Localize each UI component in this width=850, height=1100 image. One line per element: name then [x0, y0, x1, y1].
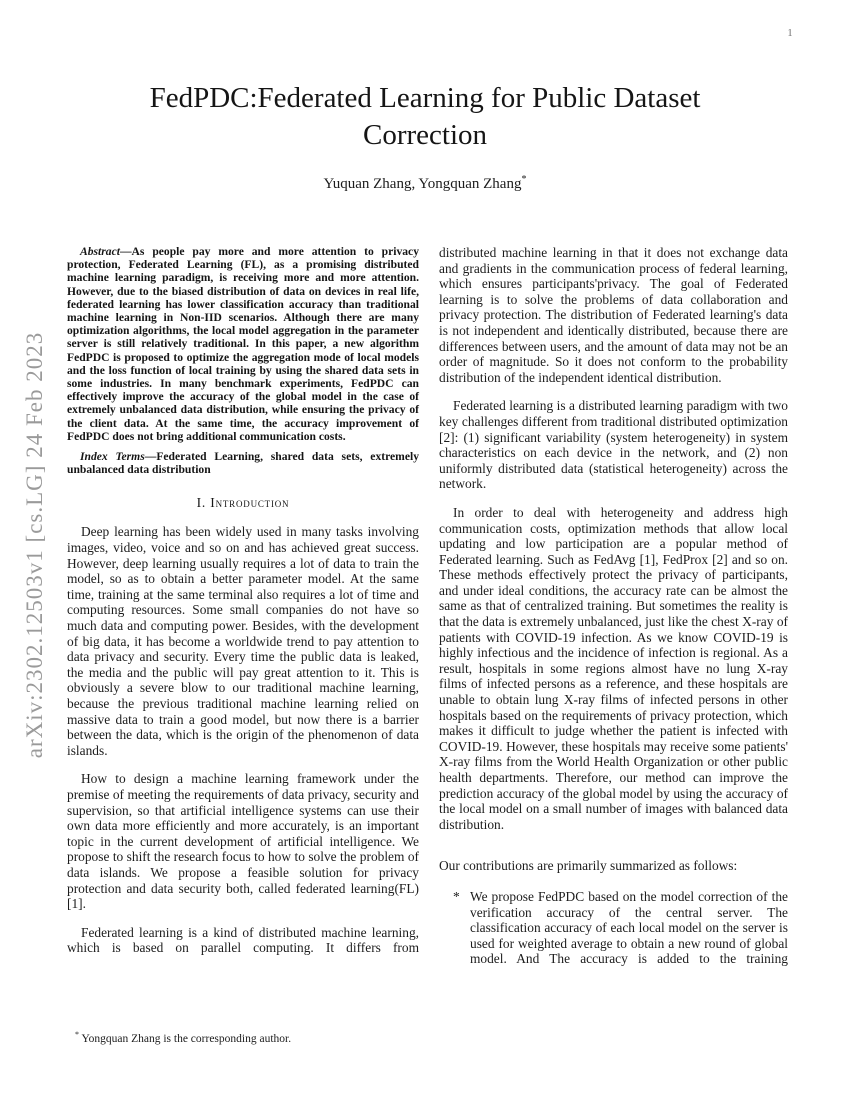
contribution-text: We propose FedPDC based on the model correction of the verification accuracy of the central server. The classification accuracy of each local model on the server is used for weighted average to obtain a new round of global model. And The accuracy is added to the training — [470, 888, 788, 967]
index-terms — [67, 450, 419, 476]
contribution-item — [439, 889, 788, 967]
page-number: 1 — [787, 28, 793, 39]
body-paragraph: How to design a machine learning framework under the premise of meeting the requirements of data privacy, security and supervision, so that artificial intelligence systems can use their own data more efficiently and more accurately, is an important topic in the current development of artificial intelligence. We propose to shift the research focus to how to solve the problem of data islands. We propose a feasible solution for privacy protection and data security both, called federated learning(FL) [1]. — [67, 771, 419, 912]
contributions-intro: Our contributions are primarily summarized as follows: — [439, 858, 738, 874]
body-paragraph: Deep learning has been widely used in many tasks involving images, video, voice and so on and has achieved great success. However, deep learning usually requires a lot of data to train the model, so as to obtain a better parameter model. At the same time, training at the same terminal also requires a lot of time and computing resources. Some small companies do not have so much data and computing power. Besides, with the development of big data, it has become a worldwide trend to pay attention to data privacy and security. Every time the public data is leaked, the media and the public will pay great attention to it. This is obviously a severe blow to our traditional machine learning, because the previous traditional machine learning relied on massive data to train a good model, but now there is a barrier between the data, which is the origin of the phenomenon of data islands. — [67, 524, 419, 758]
body-paragraph: Federated learning is a kind of distributed machine learning, which is based on parallel computing. It differs from — [67, 924, 419, 956]
body-paragraph: distributed machine learning in that it does not exchange data and gradients in the communication process of federal learning, which ensures participants'privacy. The goal of Federated learning is to solve the problems of data collaboration and privacy protection. The distribution of Federated learning's data is not independent and identically distributed, because there are differences between users, and the amount of data may not be an order of magnitude. So it does not conform to the probability distribution of the independent identical distribution. — [439, 245, 788, 385]
arxiv-watermark: arXiv:2302.12503v1 [cs.LG] 24 Feb 2023 — [22, 331, 47, 759]
bullet-marker: * — [453, 888, 460, 904]
footnote-mark: * — [75, 1030, 79, 1039]
body-paragraph: In order to deal with heterogeneity and address high communication costs, optimization methods that allow local updating and low participation are a popular method of Federated learning. Such as FedAvg [1], FedProx [2] and so on. These methods effectively protect the privacy of participants, and under ideal conditions, the accuracy rate can be almost the same as that of centralized training. But sometimes the reality is that the data is extremely unbalanced, just like the chest X-ray of patients with COVID-19 infection. As we know COVID-19 is highly infectious and the incidence of infection is regional. As a result, hospitals in some regions almost have no lung X-ray films of infected persons as a reference, and these hospitals are unable to obtain lung X-ray films of infected persons in other hospitals based on the requirements of privacy protection, which makes it difficult to judge whether the patient is infected with COVID-19. However, these hospitals may receive some patients' X-ray films from the World Health Organization or other public health departments. Therefore, our method can improve the prediction accuracy of the global model by using the accuracy of the local model on a small number of images with balanced data distribution. — [439, 504, 788, 832]
section-heading-introduction: I. Introduction — [196, 495, 290, 511]
index-terms-text: —Federated Learning, shared data sets, extremely unbalanced data distribution — [67, 450, 420, 477]
abstract-text: —As people pay more and more attention to privacy protection, Federated Learning (FL), as a promising distributed machine learning paradigm, is receiving more and more attention. However, due to the biased distribution of data on devices in real life, federated learning has lower classification accuracy than traditional machine learning in Non-IID scenarios. Although there are many optimization algorithms, the local model aggregation in the parameter server is still relatively traditional. In this paper, a new algorithm FedPDC is proposed to optimize the aggregation mode of local models and the loss function of local training by using the shared data sets in some industries. In many benchmark experiments, FedPDC can effectively improve the accuracy of the global model in the case of extremely unbalanced data distribution, while ensuring the privacy of the client data. At the same time, the accuracy improvement of FedPDC does not bring additional communication costs. — [67, 245, 419, 443]
two-column-body — [67, 245, 788, 967]
right-column — [439, 245, 788, 967]
index-terms-lead: Index Terms — [80, 450, 145, 464]
author-names: Yuquan Zhang, Yongquan Zhang — [323, 176, 522, 192]
body-paragraph: Federated learning is a distributed learning paradigm with two key challenges different from traditional distributed optimization [2]: (1) significant variability (system heterogeneity) in system characteristics on each device in the network, and (2) non uniformly distributed data (statistical heterogeneity) across the network. — [439, 398, 788, 492]
paper-authors — [0, 174, 850, 193]
footnote — [67, 1028, 419, 1046]
footnote-text: Yongquan Zhang is the corresponding author. — [79, 1032, 292, 1045]
abstract — [67, 245, 419, 443]
corresponding-author-mark: * — [521, 174, 527, 185]
paper-title: FedPDC:Federated Learning for Public Dataset Correction — [149, 82, 701, 151]
abstract-lead: Abstract — [80, 245, 120, 258]
left-column — [67, 245, 419, 967]
